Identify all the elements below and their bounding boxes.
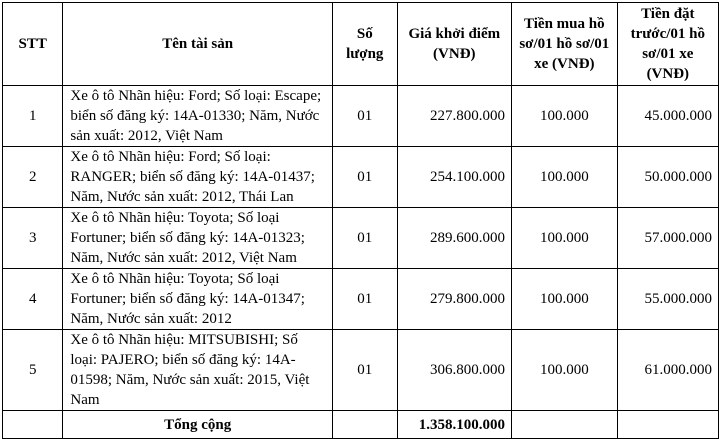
row-stt: 5 [3,330,63,411]
row-price: 254.100.000 [397,147,512,208]
row-price: 289.600.000 [397,208,512,269]
row-name: Xe ô tô Nhãn hiệu: Toyota; Số loại Fortuner; biển số đăng ký: 14A-01347; Năm, Nước sản xuất: 2012 [63,269,333,330]
row-price: 306.800.000 [397,330,512,411]
row-fee: 100.000 [512,330,618,411]
row-fee: 100.000 [512,147,618,208]
total-label: Tổng cộng [63,411,333,439]
total-row [3,411,719,439]
row-deposit: 55.000.000 [617,269,718,330]
header-fee: Tiền mua hồ sơ/01 hồ sơ/01 xe (VNĐ) [512,3,618,86]
row-qty: 01 [333,269,398,330]
row-qty: 01 [333,330,398,411]
table-row [3,330,719,411]
row-price: 279.800.000 [397,269,512,330]
row-qty: 01 [333,147,398,208]
total-empty-qty [333,411,398,439]
header-name: Tên tài sản [63,3,333,86]
row-fee: 100.000 [512,86,618,147]
table-row [3,147,719,208]
table-row [3,269,719,330]
row-stt: 1 [3,86,63,147]
row-name: Xe ô tô Nhãn hiệu: Ford; Số loại: RANGER; biển số đăng ký: 14A-01437; Năm, Nước sản xuất: 2012, Thái Lan [63,147,333,208]
row-name: Xe ô tô Nhãn hiệu: Toyota; Số loại Fortuner; biển số đăng ký: 14A-01323; Năm, Nước sản xuất: 2012, Việt Nam [63,208,333,269]
row-price: 227.800.000 [397,86,512,147]
total-price: 1.358.100.000 [397,411,512,439]
row-stt: 4 [3,269,63,330]
row-name: Xe ô tô Nhãn hiệu: MITSUBISHI; Số loại: PAJERO; biển số đăng ký: 14A-01598; Năm, Nước sản xuất: 2015, Việt Nam [63,330,333,411]
total-empty-deposit [617,411,718,439]
header-row [3,3,719,86]
row-fee: 100.000 [512,208,618,269]
table-row [3,208,719,269]
row-deposit: 50.000.000 [617,147,718,208]
total-empty-fee [512,411,618,439]
asset-table [2,2,719,439]
row-fee: 100.000 [512,269,618,330]
header-stt: STT [3,3,63,86]
header-deposit: Tiền đặt trước/01 hồ sơ/01 xe (VNĐ) [617,3,718,86]
row-stt: 3 [3,208,63,269]
header-qty: Số lượng [333,3,398,86]
table-row [3,86,719,147]
row-name: Xe ô tô Nhãn hiệu: Ford; Số loại: Escape; biển số đăng ký: 14A-01330; Năm, Nước sản xuất: 2012, Việt Nam [63,86,333,147]
row-stt: 2 [3,147,63,208]
row-deposit: 61.000.000 [617,330,718,411]
total-empty-stt [3,411,63,439]
row-deposit: 57.000.000 [617,208,718,269]
header-price: Giá khởi điểm (VNĐ) [397,3,512,86]
row-qty: 01 [333,208,398,269]
row-qty: 01 [333,86,398,147]
row-deposit: 45.000.000 [617,86,718,147]
